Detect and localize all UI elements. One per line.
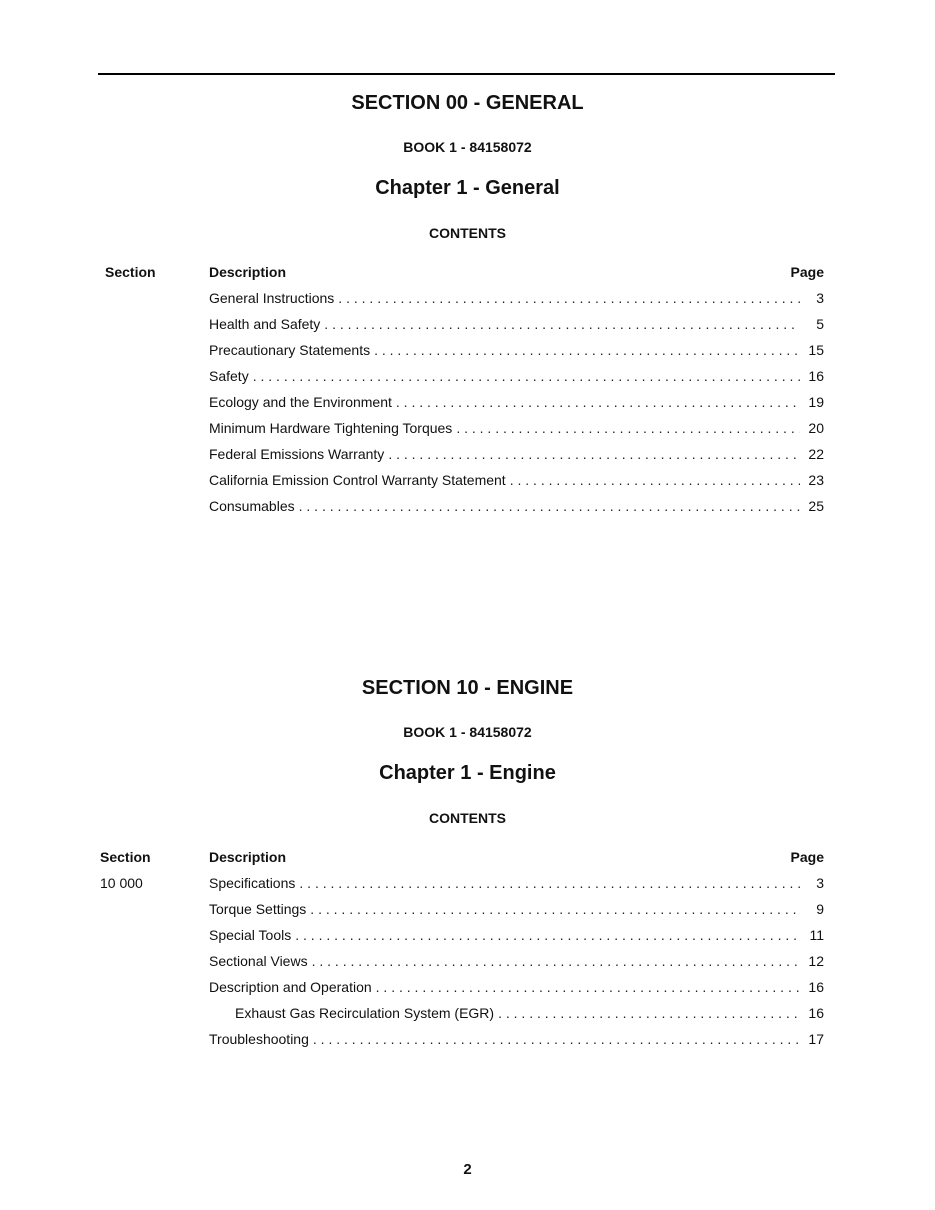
dot-leader [510,472,800,488]
toc-page-number: 16 [808,979,824,995]
dot-leader [338,290,800,306]
toc-entry [0,342,935,360]
toc-description: Consumables [209,498,295,514]
dot-leader [312,953,800,969]
toc-entry [0,875,935,893]
dot-leader [299,498,800,514]
toc-description: Ecology and the Environment [209,394,392,410]
toc-description: Special Tools [209,927,292,943]
toc-description: Specifications [209,875,296,891]
page-column-header: Page [790,264,824,280]
page-number: 2 [463,1161,472,1178]
description-column-header: Description [209,264,287,280]
dot-leader [313,1031,800,1047]
toc-entry [0,472,935,490]
toc-entry [0,446,935,464]
dot-leader [498,1005,800,1021]
toc-description: Federal Emissions Warranty [209,446,385,462]
toc-description: Precautionary Statements [209,342,371,358]
toc-page-number: 12 [808,953,824,969]
section-title: SECTION 00 - GENERAL [351,92,584,114]
chapter-title: Chapter 1 - Engine [379,762,556,784]
section-column-header: Section [105,264,156,280]
toc-page-number: 17 [808,1031,824,1047]
dot-leader [253,368,800,384]
dot-leader [396,394,800,410]
dot-leader [295,927,800,943]
book-number: BOOK 1 - 84158072 [403,139,532,155]
toc-entry [0,1031,935,1049]
toc-page-number: 23 [808,472,824,488]
toc-entry [0,316,935,334]
toc-description: Torque Settings [209,901,307,917]
dot-leader [299,875,800,891]
dot-leader [376,979,800,995]
page-column-header: Page [790,849,824,865]
dot-leader [310,901,800,917]
toc-page-number: 3 [816,875,824,891]
toc-entry [0,498,935,516]
toc-page-number: 25 [808,498,824,514]
toc-page-number: 9 [816,901,824,917]
contents-label: CONTENTS [429,225,506,241]
toc-entry [0,394,935,412]
toc-page-number: 5 [816,316,824,332]
toc-description: Safety [209,368,249,384]
chapter-title: Chapter 1 - General [375,177,560,199]
toc-entry [0,927,935,945]
book-number: BOOK 1 - 84158072 [403,724,532,740]
dot-leader [456,420,800,436]
dot-leader [374,342,800,358]
toc-description: Health and Safety [209,316,321,332]
toc-section-number: 10 000 [100,875,143,891]
toc-page-number: 19 [808,394,824,410]
toc-entry [0,901,935,919]
toc-page-number: 3 [816,290,824,306]
section-column-header: Section [100,849,151,865]
toc-page-number: 16 [808,368,824,384]
toc-description: Troubleshooting [209,1031,309,1047]
contents-label: CONTENTS [429,810,506,826]
toc-description: Description and Operation [209,979,372,995]
dot-leader [324,316,800,332]
toc-page-number: 11 [809,927,824,943]
toc-description: California Emission Control Warranty Statement [209,472,506,488]
toc-page-number: 15 [808,342,824,358]
toc-page-number: 20 [808,420,824,436]
toc-entry [0,953,935,971]
toc-entry [0,1005,935,1023]
toc-page-number: 16 [808,1005,824,1021]
toc-description: Exhaust Gas Recirculation System (EGR) [235,1005,495,1021]
dot-leader [388,446,800,462]
toc-page-number: 22 [808,446,824,462]
toc-description: General Instructions [209,290,335,306]
toc-description: Minimum Hardware Tightening Torques [209,420,453,436]
description-column-header: Description [209,849,287,865]
section-title: SECTION 10 - ENGINE [361,677,574,699]
toc-description: Sectional Views [209,953,308,969]
toc-entry [0,420,935,438]
toc-entry [0,979,935,997]
toc-entry [0,368,935,386]
toc-entry [0,290,935,308]
top-rule [98,73,835,75]
